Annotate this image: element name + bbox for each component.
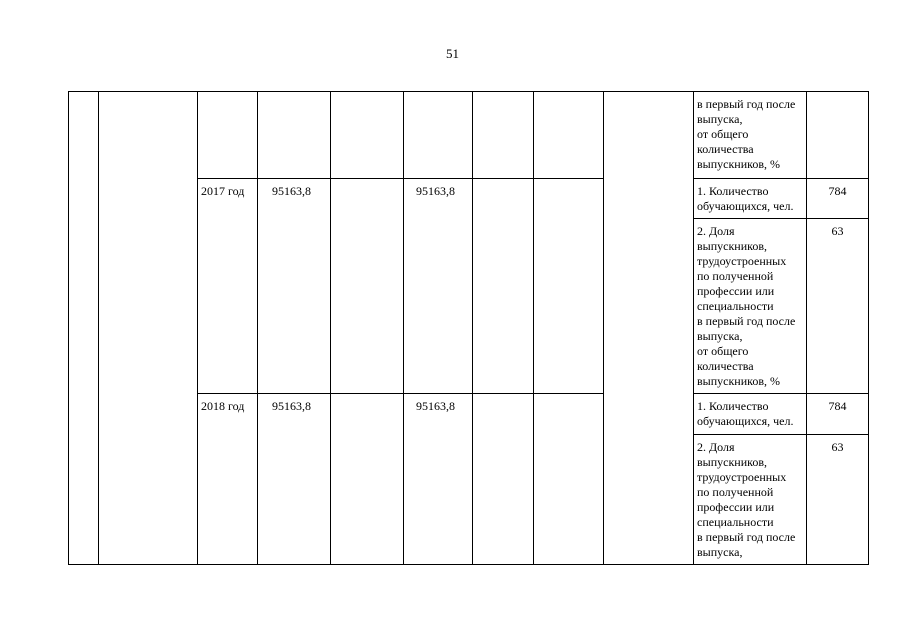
column-divider: [98, 91, 99, 565]
column-divider: [197, 91, 198, 565]
amount-2018: 95163,8: [416, 399, 455, 413]
year-2017: 2017 год: [201, 184, 245, 198]
indicator-2-2017: 2. Доля выпускников, трудоустроенных по полученной профессии или специальности в первый год после выпуска, от общего количества выпускников, %: [697, 224, 796, 388]
column-divider: [68, 91, 69, 565]
row-divider: [693, 178, 869, 179]
column-divider: [257, 91, 258, 565]
table-top-border: [68, 91, 869, 92]
year-2018: 2018 год: [201, 399, 245, 413]
page-number: 51: [446, 46, 459, 61]
table-bottom-border: [68, 564, 869, 565]
row-divider: [693, 218, 869, 219]
total-2018: 95163,8: [272, 399, 311, 413]
value-1-2017: 784: [828, 184, 847, 198]
column-divider: [806, 91, 807, 565]
column-divider: [403, 91, 404, 565]
indicator-1-2017: 1. Количество обучающихся, чел.: [697, 184, 794, 213]
column-divider: [472, 91, 473, 565]
table-right-border: [868, 91, 869, 565]
column-divider: [330, 91, 331, 565]
row-divider: [693, 434, 869, 435]
indicator-2-2018: 2. Доля выпускников, трудоустроенных по полученной профессии или специальности в первый год после выпуска,: [697, 440, 796, 559]
value-2-2017: 63: [831, 224, 844, 238]
amount-2017: 95163,8: [416, 184, 455, 198]
indicator-continuation: в первый год после выпуска, от общего количества выпускников, %: [697, 97, 796, 171]
column-divider: [603, 91, 604, 565]
total-2017: 95163,8: [272, 184, 311, 198]
value-2-2018: 63: [831, 440, 844, 454]
indicator-1-2018: 1. Количество обучающихся, чел.: [697, 399, 794, 428]
row-divider: [693, 393, 869, 394]
column-divider: [693, 91, 694, 565]
column-divider: [533, 91, 534, 565]
value-1-2018: 784: [828, 399, 847, 413]
